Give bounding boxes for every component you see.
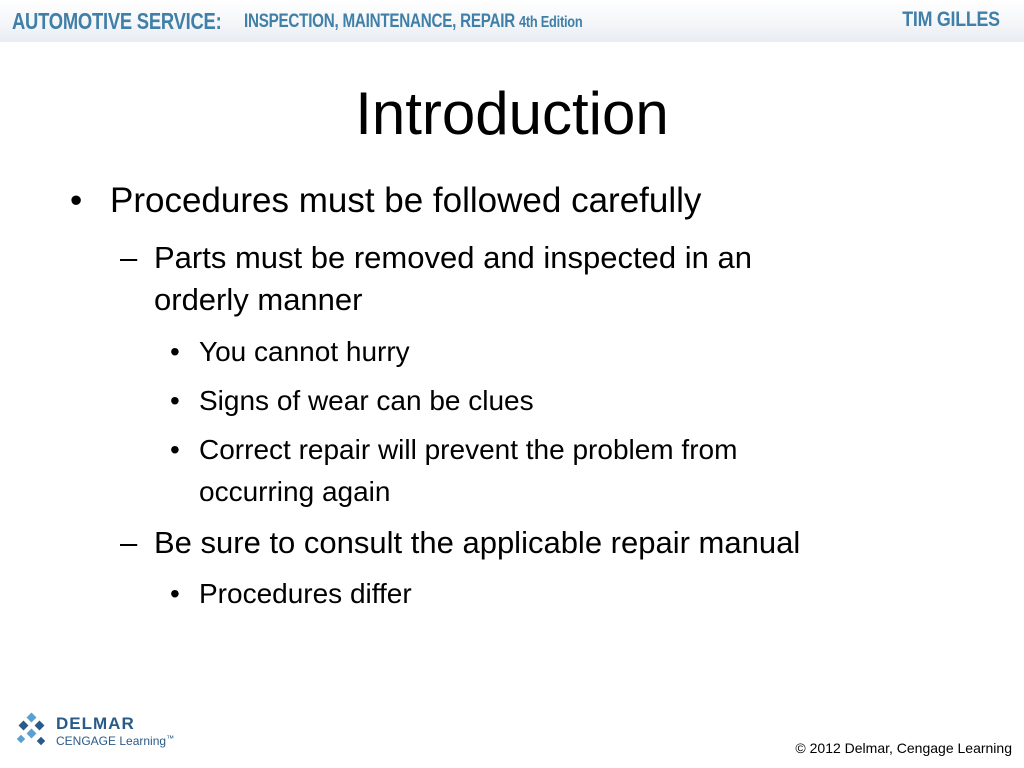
copyright-notice: © 2012 Delmar, Cengage Learning	[795, 740, 1012, 756]
delmar-cengage-logo	[14, 712, 194, 752]
sub-bullet-text: Be sure to consult the applicable repair manual	[154, 525, 801, 560]
dash-marker: –	[120, 240, 138, 275]
book-brand: AUTOMOTIVE SERVICE:	[12, 8, 222, 34]
book-subtitle-text: INSPECTION, MAINTENANCE, REPAIR	[244, 11, 515, 32]
sub-sub-bullet-continuation: occurring again	[199, 476, 391, 507]
sub-sub-bullet-text: Procedures differ	[199, 578, 412, 609]
logo-trademark: ™	[166, 734, 175, 743]
book-edition: 4th Edition	[518, 14, 583, 31]
bullet-marker: •	[170, 336, 180, 367]
book-subtitle	[244, 11, 582, 33]
sub-sub-bullet-text: Correct repair will prevent the problem from	[199, 434, 738, 465]
sub-sub-bullet-text: You cannot hurry	[199, 336, 410, 367]
bullet-text: Procedures must be followed carefully	[110, 181, 702, 220]
logo-mark-icon	[14, 712, 50, 750]
bullet-marker: •	[170, 434, 180, 465]
bullet-marker: •	[170, 578, 180, 609]
bullet-marker: •	[170, 385, 180, 416]
bullet-marker: •	[70, 181, 83, 220]
dash-marker: –	[120, 525, 138, 560]
sub-bullet-text: Parts must be removed and inspected in an	[154, 240, 752, 275]
sub-bullet-continuation: orderly manner	[154, 282, 363, 317]
slide-title: Introduction	[355, 80, 669, 147]
book-title	[12, 8, 583, 35]
logo-cengage	[56, 734, 174, 748]
author-name: TIM GILLES	[902, 8, 1000, 31]
logo-delmar: DELMAR	[56, 714, 135, 733]
sub-sub-bullet-text: Signs of wear can be clues	[199, 385, 534, 416]
logo-cengage-text: CENGAGE Learning	[56, 734, 167, 748]
header-band	[0, 0, 1024, 42]
